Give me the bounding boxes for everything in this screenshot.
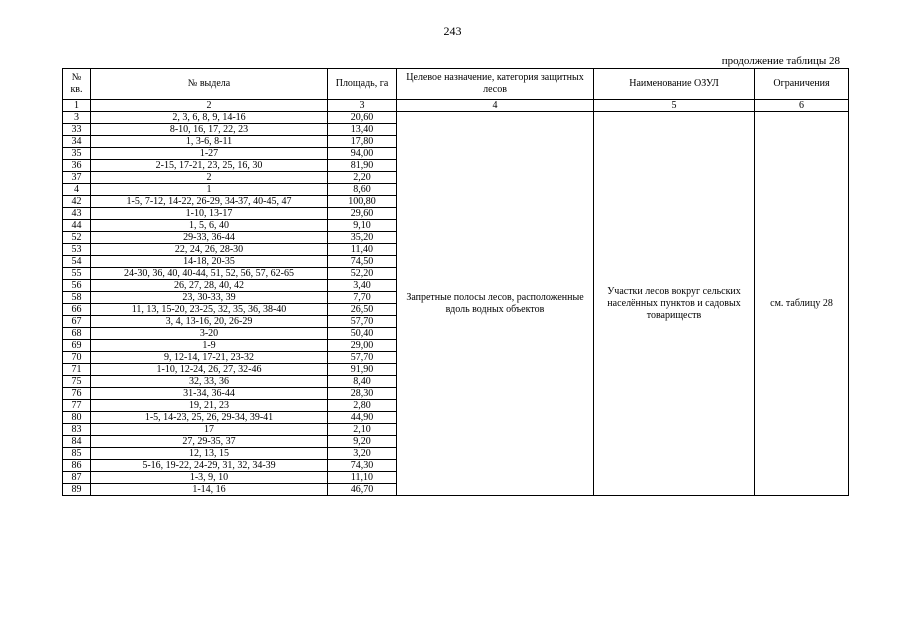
cell-area: 2,80 [328, 400, 397, 412]
cell-area: 28,30 [328, 388, 397, 400]
cell-vydel: 1-3, 9, 10 [91, 472, 328, 484]
cell-vydel: 19, 21, 23 [91, 400, 328, 412]
cell-kv: 44 [63, 220, 91, 232]
cell-kv: 75 [63, 376, 91, 388]
cell-kv: 56 [63, 280, 91, 292]
cell-vydel: 1, 3-6, 8-11 [91, 136, 328, 148]
cell-vydel: 22, 24, 26, 28-30 [91, 244, 328, 256]
cell-kv: 52 [63, 232, 91, 244]
cell-area: 20,60 [328, 112, 397, 124]
cell-area: 91,90 [328, 364, 397, 376]
cell-kv: 84 [63, 436, 91, 448]
column-number: 6 [755, 100, 849, 112]
cell-area: 8,40 [328, 376, 397, 388]
column-number-row [63, 100, 849, 112]
header-area: Площадь, га [328, 69, 397, 100]
merged-ozul-cell: Участки лесов вокруг сельских населённых пунктов и садовых товариществ [594, 112, 755, 496]
cell-area: 11,40 [328, 244, 397, 256]
cell-vydel: 5-16, 19-22, 24-29, 31, 32, 34-39 [91, 460, 328, 472]
cell-vydel: 8-10, 16, 17, 22, 23 [91, 124, 328, 136]
cell-kv: 55 [63, 268, 91, 280]
cell-vydel: 1-27 [91, 148, 328, 160]
column-number: 3 [328, 100, 397, 112]
cell-vydel: 17 [91, 424, 328, 436]
cell-vydel: 1-5, 14-23, 25, 26, 29-34, 39-41 [91, 412, 328, 424]
header-ozul: Наименование ОЗУЛ [594, 69, 755, 100]
column-number: 4 [397, 100, 594, 112]
table-row [63, 112, 849, 124]
cell-kv: 67 [63, 316, 91, 328]
cell-kv: 80 [63, 412, 91, 424]
cell-area: 26,50 [328, 304, 397, 316]
cell-vydel: 1, 5, 6, 40 [91, 220, 328, 232]
cell-vydel: 2, 3, 6, 8, 9, 14-16 [91, 112, 328, 124]
cell-kv: 70 [63, 352, 91, 364]
cell-kv: 71 [63, 364, 91, 376]
cell-kv: 76 [63, 388, 91, 400]
cell-vydel: 12, 13, 15 [91, 448, 328, 460]
cell-area: 7,70 [328, 292, 397, 304]
merged-purpose-cell: Запретные полосы лесов, расположенные вдоль водных объектов [397, 112, 594, 496]
column-number: 2 [91, 100, 328, 112]
cell-area: 29,60 [328, 208, 397, 220]
cell-kv: 77 [63, 400, 91, 412]
cell-kv: 69 [63, 340, 91, 352]
cell-area: 2,10 [328, 424, 397, 436]
cell-kv: 85 [63, 448, 91, 460]
cell-area: 35,20 [328, 232, 397, 244]
cell-area: 9,10 [328, 220, 397, 232]
cell-vydel: 2 [91, 172, 328, 184]
merged-restrictions-cell: см. таблицу 28 [755, 112, 849, 496]
cell-area: 17,80 [328, 136, 397, 148]
cell-area: 50,40 [328, 328, 397, 340]
cell-kv: 35 [63, 148, 91, 160]
cell-kv: 37 [63, 172, 91, 184]
header-restrictions: Ограничения [755, 69, 849, 100]
forest-plots-table [62, 68, 849, 496]
cell-kv: 68 [63, 328, 91, 340]
cell-kv: 54 [63, 256, 91, 268]
cell-kv: 43 [63, 208, 91, 220]
cell-kv: 53 [63, 244, 91, 256]
cell-area: 74,30 [328, 460, 397, 472]
cell-kv: 86 [63, 460, 91, 472]
cell-vydel: 23, 30-33, 39 [91, 292, 328, 304]
cell-vydel: 31-34, 36-44 [91, 388, 328, 400]
cell-vydel: 24-30, 36, 40, 40-44, 51, 52, 56, 57, 62-65 [91, 268, 328, 280]
cell-kv: 58 [63, 292, 91, 304]
cell-kv: 3 [63, 112, 91, 124]
cell-area: 3,40 [328, 280, 397, 292]
cell-area: 57,70 [328, 316, 397, 328]
cell-area: 94,00 [328, 148, 397, 160]
cell-vydel: 1-10, 13-17 [91, 208, 328, 220]
table-continuation-label: продолжение таблицы 28 [721, 55, 840, 67]
cell-kv: 87 [63, 472, 91, 484]
cell-area: 9,20 [328, 436, 397, 448]
column-number: 5 [594, 100, 755, 112]
cell-area: 13,40 [328, 124, 397, 136]
cell-kv: 66 [63, 304, 91, 316]
cell-area: 11,10 [328, 472, 397, 484]
cell-vydel: 2-15, 17-21, 23, 25, 16, 30 [91, 160, 328, 172]
cell-kv: 83 [63, 424, 91, 436]
cell-kv: 36 [63, 160, 91, 172]
cell-vydel: 3, 4, 13-16, 20, 26-29 [91, 316, 328, 328]
cell-area: 52,20 [328, 268, 397, 280]
cell-area: 2,20 [328, 172, 397, 184]
column-number: 1 [63, 100, 91, 112]
cell-kv: 4 [63, 184, 91, 196]
cell-kv: 34 [63, 136, 91, 148]
cell-vydel: 1 [91, 184, 328, 196]
cell-area: 81,90 [328, 160, 397, 172]
cell-vydel: 29-33, 36-44 [91, 232, 328, 244]
page-number: 243 [443, 24, 462, 38]
header-vydel: № выдела [91, 69, 328, 100]
cell-area: 46,70 [328, 484, 397, 496]
cell-kv: 33 [63, 124, 91, 136]
cell-vydel: 26, 27, 28, 40, 42 [91, 280, 328, 292]
cell-vydel: 1-9 [91, 340, 328, 352]
cell-area: 57,70 [328, 352, 397, 364]
cell-area: 74,50 [328, 256, 397, 268]
cell-kv: 42 [63, 196, 91, 208]
cell-area: 8,60 [328, 184, 397, 196]
cell-vydel: 1-5, 7-12, 14-22, 26-29, 34-37, 40-45, 47 [91, 196, 328, 208]
cell-area: 29,00 [328, 340, 397, 352]
cell-vydel: 1-10, 12-24, 26, 27, 32-46 [91, 364, 328, 376]
cell-vydel: 14-18, 20-35 [91, 256, 328, 268]
cell-vydel: 3-20 [91, 328, 328, 340]
table-body [63, 112, 849, 496]
cell-area: 100,80 [328, 196, 397, 208]
cell-area: 44,90 [328, 412, 397, 424]
cell-vydel: 9, 12-14, 17-21, 23-32 [91, 352, 328, 364]
cell-vydel: 11, 13, 15-20, 23-25, 32, 35, 36, 38-40 [91, 304, 328, 316]
header-purpose: Целевое назначение, категория защитных лесов [397, 69, 594, 100]
header-kv: № кв. [63, 69, 91, 100]
cell-vydel: 1-14, 16 [91, 484, 328, 496]
cell-kv: 89 [63, 484, 91, 496]
cell-area: 3,20 [328, 448, 397, 460]
cell-vydel: 32, 33, 36 [91, 376, 328, 388]
cell-vydel: 27, 29-35, 37 [91, 436, 328, 448]
